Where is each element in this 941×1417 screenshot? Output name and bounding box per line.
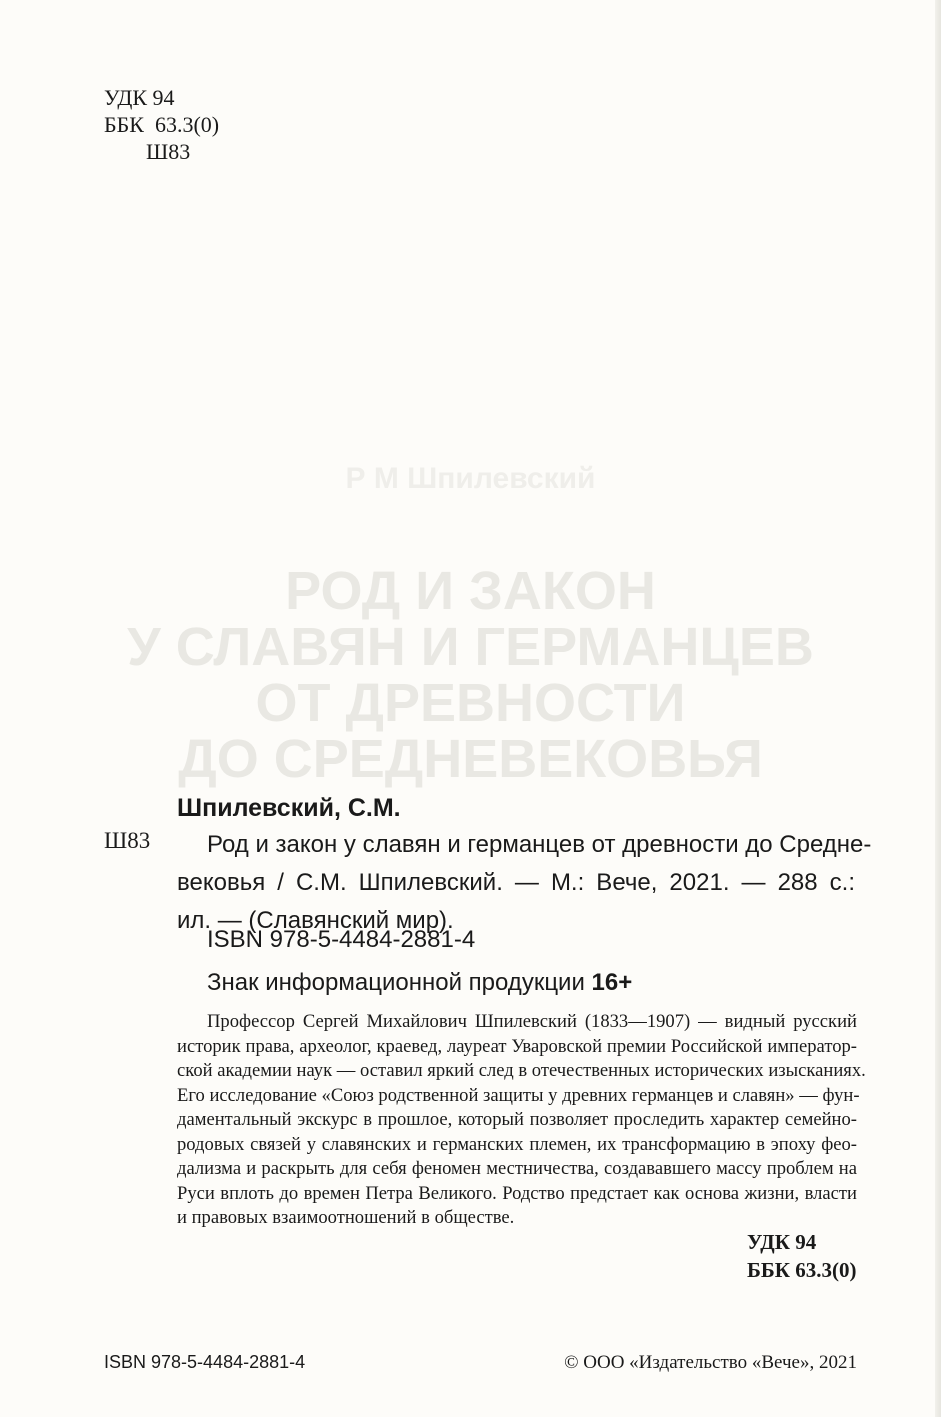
age-rating-label: Знак информационной продукции bbox=[207, 969, 592, 996]
bibliographic-entry bbox=[177, 826, 872, 940]
abstract-line: историк права, археолог, краевед, лауреат Уваровской премии Российской император- bbox=[177, 1035, 857, 1057]
classification-top bbox=[104, 84, 219, 165]
abstract bbox=[177, 1010, 866, 1231]
bbk-code: ББК 63.3(0) bbox=[104, 112, 220, 137]
classification-bottom bbox=[747, 1228, 856, 1284]
footer-copyright: © ООО «Издательство «Вече», 2021 bbox=[564, 1352, 857, 1373]
show-through-line: У СЛАВЯН И ГЕРМАНЦЕВ bbox=[127, 617, 814, 677]
show-through-line: РОД И ЗАКОН bbox=[285, 561, 656, 621]
record-author-sign: Ш83 bbox=[104, 828, 151, 853]
abstract-line: и правовых взаимоотношений в обществе. bbox=[177, 1207, 515, 1228]
bbk-code: ББК 63.3(0) bbox=[747, 1258, 857, 1282]
abstract-line: Профессор Сергей Михайлович Шпилевский (1833—1907) — видный русский bbox=[207, 1011, 857, 1032]
author-sign: Ш83 bbox=[146, 139, 191, 164]
show-through-line: ДО СРЕДНЕВЕКОВЬЯ bbox=[178, 729, 763, 789]
isbn: ISBN 978-5-4484-2881-4 bbox=[207, 926, 476, 953]
entry-line: вековья / С.М. Шпилевский. — М.: Вече, 2021. — 288 с.: bbox=[177, 869, 855, 896]
record-author: Шпилевский, С.М. bbox=[177, 794, 401, 822]
show-through-line: Р М Шпилевский bbox=[345, 462, 596, 495]
abstract-line: родовых связей у славянских и германских племен, их трансформацию в эпоху фео- bbox=[177, 1133, 857, 1155]
entry-line: ил. — (Славянский мир). bbox=[177, 907, 454, 934]
age-rating bbox=[207, 969, 632, 997]
abstract-line: дализма и раскрыть для себя феномен местничества, создававшего массу проблем на bbox=[177, 1158, 857, 1179]
udk-code: УДК 94 bbox=[747, 1230, 817, 1254]
udk-code: УДК 94 bbox=[104, 85, 175, 110]
footer-isbn: ISBN 978-5-4484-2881-4 bbox=[104, 1352, 306, 1372]
entry-line: Род и закон у славян и германцев от древности до Средне- bbox=[207, 831, 872, 858]
abstract-line: Его исследование «Союз родственной защиты у древних германцев и славян» — фун- bbox=[177, 1084, 860, 1106]
abstract-line: Руси вплоть до времен Петра Великого. Родство предстает как основа жизни, власти bbox=[177, 1182, 857, 1204]
abstract-line: даментальный экскурс в прошлое, который позволяет проследить характер семейно- bbox=[177, 1109, 857, 1130]
abstract-line: ской академии наук — оставил яркий след в отечественных исторических изысканиях. bbox=[177, 1060, 866, 1081]
show-through-line: ОТ ДРЕВНОСТИ bbox=[255, 673, 686, 733]
age-rating-value: 16+ bbox=[591, 969, 633, 996]
